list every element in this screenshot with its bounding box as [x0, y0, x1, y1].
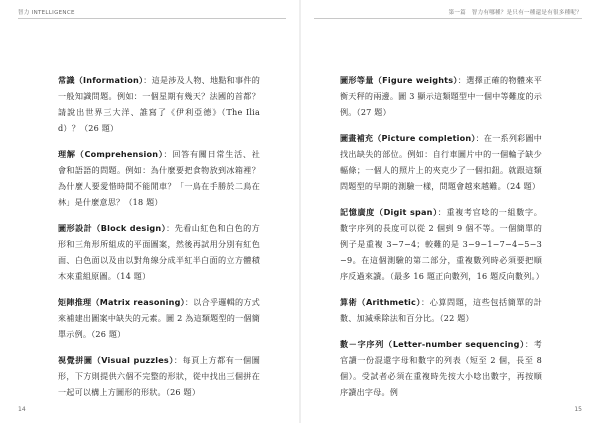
entry-term: 矩陣推理（ — [58, 297, 100, 307]
entry-body: ：以合乎邏輯的方式來補建出圖案中缺失的元素。圖 2 為這類題型的一個簡單示例。（26 題） — [58, 297, 260, 339]
entry-block-design — [58, 220, 260, 284]
entry-term-close: ） — [138, 75, 144, 85]
entry-term-close: ） — [432, 207, 438, 217]
entry-term-close: ） — [471, 133, 476, 143]
entry-body: ：回答有關日常生活、社會和語語的問題。例如：為什麼要把食物放到冰箱裡？為什麼人要愛惜時間不能閒車？「一鳥在手勝於二鳥在林」是什麼意思？（18 題） — [58, 149, 260, 207]
entry-term-close: ） — [168, 355, 174, 365]
entry-term: 圖形等量（ — [340, 75, 383, 85]
entry-body: ：先看山紅色和白色的方形和三角形所組成的平面圖案，然後再試用分別有紅色面、白色面以及由以對角線分成半紅半白面的立方體積木來重組原圖。（14 題） — [58, 223, 260, 281]
entry-term-english: Matrix reasoning — [99, 297, 181, 307]
entry-term-english: Digit span — [383, 207, 433, 217]
entry-body: ：選擇正確的物體來平衡天秤的兩邊。圖 3 顯示這類題型中一個中等難度的示例。（27 題） — [340, 75, 542, 117]
right-entries — [340, 72, 545, 410]
page-number-right: 15 — [574, 406, 582, 413]
entry-term-english: Visual puzzles — [101, 355, 169, 365]
entry-information — [58, 72, 260, 136]
entry-term: 數－字序列（ — [340, 339, 393, 349]
entry-body: ：這是涉及人物、地點和事件的一般知識問題。例如：一個星期有幾天？法國的首都？請說出世界三大洋、誰寫了《伊利亞德》（The Iliad）？（26 題） — [58, 75, 260, 133]
entry-term: 圖形設計（ — [58, 223, 101, 233]
entry-body: ：重複考官唸的一組數字。數字序列的長度可以從 2 個到 9 個不等。一個簡單的例子是重複 3−7−4；較難的是 3−9−1−7−4−5−3−9。在這個測驗的第二部分，重複數列時必須要把順序反過來讀。（最多 16 題正向數列，16 題反向數列。） — [340, 207, 545, 281]
running-head-right: 第一篇 智力有哪種？是只有一種還是有很多種呢？ — [448, 10, 582, 16]
entry-digit-span — [340, 204, 545, 284]
entry-term-close: ） — [519, 339, 525, 349]
entry-matrix-reasoning — [58, 294, 260, 342]
entry-letter-number-sequencing — [340, 336, 542, 400]
entry-term-english: Comprehension — [84, 149, 159, 159]
entry-term-close: ） — [453, 75, 458, 85]
header-rule-right — [314, 18, 582, 19]
entry-term-close: ） — [158, 149, 164, 159]
entry-term: 理解（ — [58, 149, 85, 159]
entry-comprehension — [58, 146, 260, 210]
entry-body: ：在一系列彩圖中找出缺失的部位。例如：自行車圖片中的一個輪子缺少輻條；一個人的照片上的夾克少了一個扣鈕。就跟這類問題型的早期的測驗一樣，問題會越來越難。（24 題） — [340, 133, 542, 191]
entry-term-english: Block design — [100, 223, 162, 233]
entry-term: 視覺拼圖（ — [58, 355, 102, 365]
entry-term: 圖畫補充（ — [340, 133, 382, 143]
entry-visual-puzzles — [58, 352, 260, 400]
entry-term-english: Information — [83, 75, 139, 85]
entry-body: ：每頁上方都有一個圖形，下方則提供六個不完整的形狀，從中找出三個拼在一起可以構上方圖形的形狀。（26 題） — [58, 355, 260, 397]
left-entries — [58, 72, 260, 410]
entry-term-close: ） — [161, 223, 167, 233]
entry-term-english: Figure weights — [382, 75, 454, 85]
entry-picture-completion — [340, 130, 542, 194]
entry-term-english: Letter-number sequencing — [392, 339, 520, 349]
entry-term: 常識（ — [58, 75, 84, 85]
entry-term: 記憶廣度（ — [340, 207, 384, 217]
entry-term-close: ） — [180, 297, 185, 307]
entry-figure-weights — [340, 72, 542, 120]
entry-body: ：心算問題，這些包括簡單的計數、加減乘除法和百分比。（22 題） — [340, 297, 542, 323]
right-page — [300, 0, 600, 423]
page-number-left: 14 — [18, 406, 26, 413]
entry-term-english: Picture completion — [381, 133, 472, 143]
entry-term: 算術（ — [340, 297, 366, 307]
header-rule-left — [18, 18, 286, 19]
entry-term-close: ） — [416, 297, 422, 307]
entry-arithmetic — [340, 294, 542, 326]
running-head-left: 智力 INTELLIGENCE — [18, 10, 75, 16]
entry-body: ：考官讀一份混還字母和數字的列表（短至 2 個，長至 8 個）。受試者必須在重複時先按大小唸出數字，再按順序讀出字母。例 — [340, 339, 543, 397]
entry-term-english: Arithmetic — [366, 297, 417, 307]
